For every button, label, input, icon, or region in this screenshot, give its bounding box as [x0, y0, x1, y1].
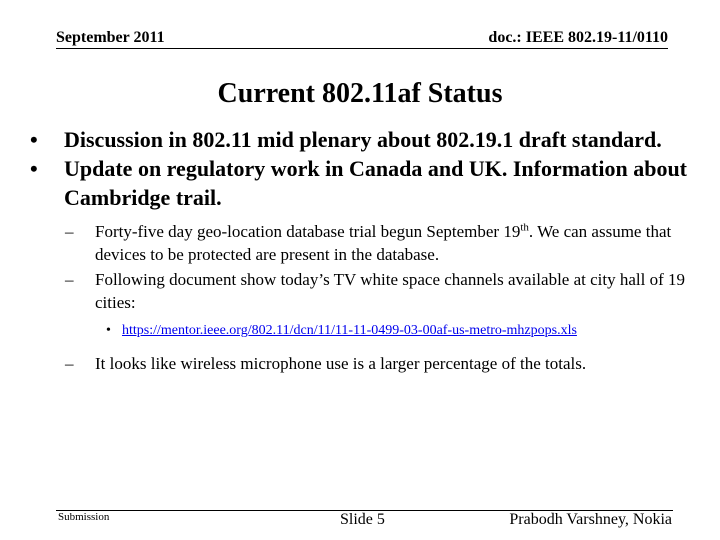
ordinal-superscript: th	[520, 221, 529, 234]
bullet-marker: •	[30, 127, 38, 152]
header-divider	[56, 48, 668, 49]
bullet-discussion	[30, 125, 690, 154]
bullet-text: Discussion in 802.11 mid plenary about 802.19.1 draft standard.	[64, 127, 662, 152]
slide-title: Current 802.11af Status	[217, 78, 503, 109]
microphone-text: It looks like wireless microphone use is a larger percentage of the totals.	[95, 354, 587, 373]
bullet-marker: •	[30, 156, 38, 181]
trial-text-start: Forty-five day geo-location database trial begun September 19	[95, 222, 521, 241]
following-text: Following document show today’s TV white space channels available at city hall of 19 cities:	[95, 270, 685, 312]
footer-author: Prabodh Varshney, Nokia	[509, 511, 672, 528]
sub-bullet-following	[30, 268, 690, 314]
dash-marker: –	[65, 354, 74, 373]
document-link[interactable]: https://mentor.ieee.org/802.11/dcn/11/11-11-0499-03-00af-us-metro-mhzpops.xls	[122, 323, 577, 338]
bullet-text: Update on regulatory work in Canada and UK. Information about Cambridge trail.	[64, 156, 688, 210]
header-doc-number: doc.: IEEE 802.19-11/0110	[488, 29, 668, 46]
sub-sub-bullet-link	[30, 322, 690, 340]
bullet-marker: •	[106, 323, 111, 338]
footer-submission: Submission	[58, 511, 110, 523]
footer-slide-number: Slide 5	[340, 511, 385, 528]
dash-marker: –	[65, 270, 74, 289]
header-date: September 2011	[56, 29, 165, 46]
trial-text-end: . We can assume that devices to be protected are present in the database.	[95, 222, 672, 264]
dash-marker: –	[65, 222, 74, 241]
sub-bullet-trial	[30, 220, 690, 266]
slide-content	[30, 125, 690, 375]
bullet-regulatory	[30, 154, 690, 212]
sub-bullet-microphone	[30, 352, 690, 375]
